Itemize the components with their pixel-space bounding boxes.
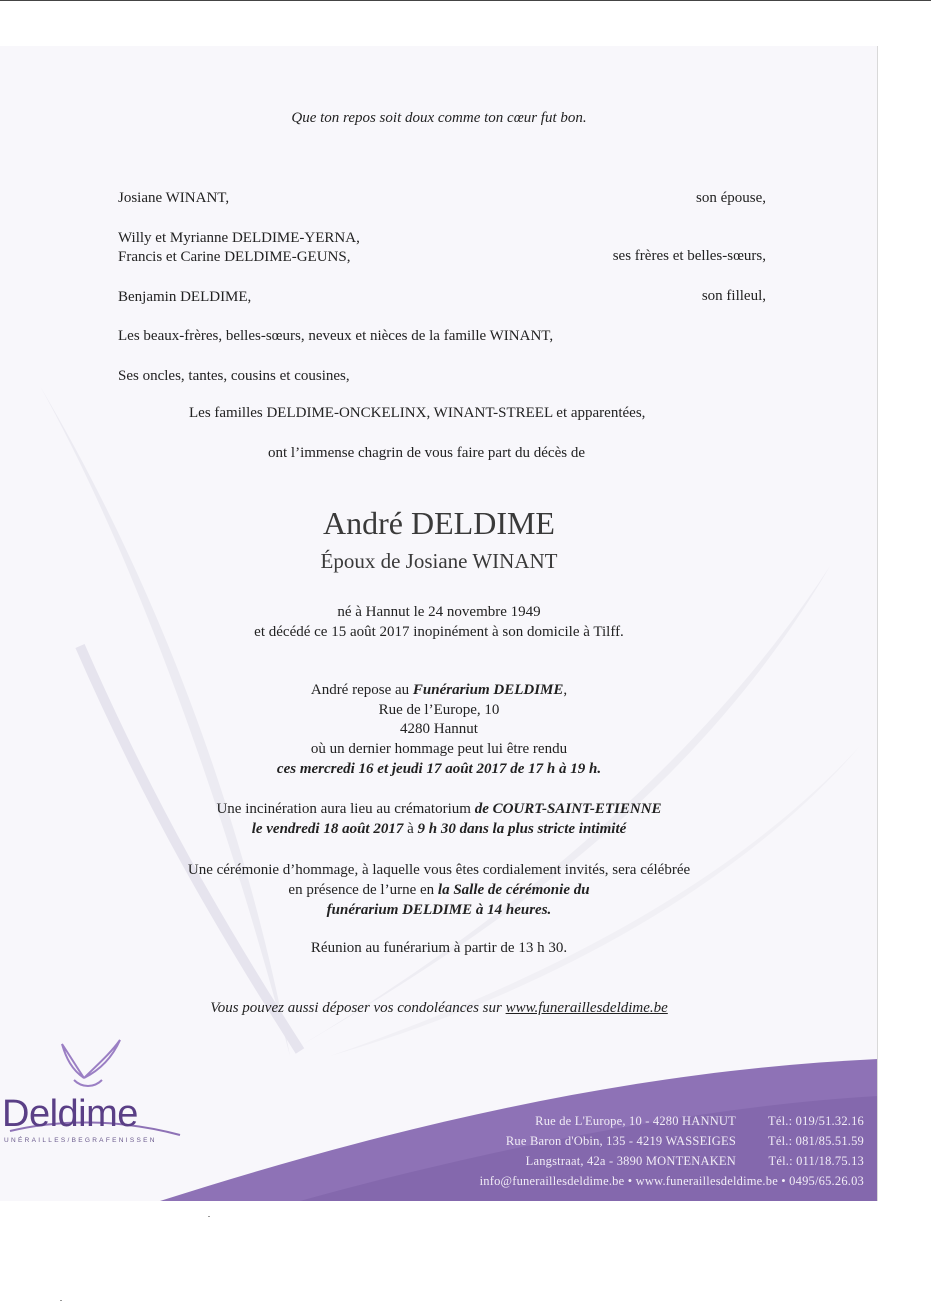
- reunion-line: Réunion au funérarium à partir de 13 h 30.: [310, 940, 568, 956]
- ceremony-line-2: [0, 880, 878, 900]
- ceremony-line-3: funérarium DELDIME à 14 heures.: [326, 902, 552, 918]
- visitation-street: Rue de l’Europe, 10: [378, 702, 500, 718]
- relative-relation: ses frères et belles-sœurs,: [612, 248, 766, 264]
- relative-name: Josiane WINANT,: [118, 190, 230, 206]
- condolences-text: Vous pouvez aussi déposer vos condoléances sur: [210, 1000, 506, 1016]
- visitation-note: où un dernier hommage peut lui être rendu: [310, 741, 568, 757]
- relative-relation: son épouse,: [696, 190, 766, 206]
- epitaph: Que ton repos soit doux comme ton cœur fut bon.: [291, 110, 587, 126]
- cremation-place: de COURT-SAINT-ETIENNE: [474, 801, 662, 817]
- bird-logo-icon: [56, 1036, 126, 1094]
- visitation-city: 4280 Hannut: [400, 721, 478, 737]
- footer-address: Langstraat, 42a - 3890 MONTENAKEN: [525, 1154, 736, 1168]
- brand-logo: Deldime: [2, 1093, 138, 1135]
- announcement: ont l’immense chagrin de vous faire part du décès de: [268, 445, 585, 461]
- condolences-link[interactable]: www.funeraillesdeldime.be: [505, 1000, 668, 1016]
- visitation-venue: Funérarium DELDIME: [412, 682, 564, 698]
- ceremony-venue: la Salle de cérémonie du: [437, 882, 590, 898]
- scan-top-edge: [0, 0, 931, 1]
- death-line: et décédé ce 15 août 2017 inopinément à son domicile à Tilff.: [254, 624, 624, 640]
- extended-family-line: Ses oncles, tantes, cousins et cousines,: [118, 368, 350, 384]
- relative-name: Francis et Carine DELDIME-GEUNS,: [118, 249, 351, 265]
- birth-line: né à Hannut le 24 novembre 1949: [337, 604, 541, 620]
- scan-speck: [60, 1300, 62, 1301]
- ceremony-line-1: Une cérémonie d’hommage, à laquelle vous êtes cordialement invités, sera célébrée: [187, 862, 691, 878]
- footer-contact-line[interactable]: info@funeraillesdeldime.be • www.funeraillesdeldime.be • 0495/65.26.03: [479, 1174, 864, 1188]
- footer-address: Rue Baron d'Obin, 135 - 4219 WASSEIGES: [505, 1134, 736, 1148]
- cremation-line: [0, 799, 878, 819]
- scan-speck: [208, 1216, 210, 1217]
- footer-phone: Tél.: 081/85.51.59: [768, 1134, 864, 1148]
- obituary-sheet: [0, 46, 878, 1201]
- extended-family-line: Les beaux-frères, belles-sœurs, neveux et nièces de la famille WINANT,: [118, 328, 554, 344]
- visitation-intro-text: André repose au: [310, 682, 413, 698]
- footer-phone: Tél.: 011/18.75.13: [768, 1154, 864, 1168]
- condolences-line: [0, 998, 878, 1018]
- cremation-date-line: [0, 819, 878, 839]
- footer-phone: Tél.: 019/51.32.16: [768, 1114, 864, 1128]
- relative-name: Willy et Myrianne DELDIME-YERNA,: [118, 230, 360, 246]
- cremation-intro: Une incinération aura lieu au crématorium: [216, 801, 475, 817]
- deceased-name: André DELDIME: [323, 505, 555, 541]
- spouse-line: Époux de Josiane WINANT: [320, 549, 558, 573]
- cremation-date-link: à: [403, 821, 418, 837]
- cremation-time: 9 h 30 dans la plus stricte intimité: [417, 821, 627, 837]
- sheet-right-edge: [877, 46, 878, 1201]
- ceremony-line-2-text: en présence de l’urne en: [288, 882, 438, 898]
- visitation-venue-suffix: ,: [563, 682, 568, 698]
- cremation-date: le vendredi 18 août 2017: [251, 821, 404, 837]
- relative-relation: son filleul,: [701, 288, 766, 304]
- brand-tagline: UNÉRAILLES/BEGRAFENISSEN: [4, 1137, 157, 1144]
- visitation-intro: [0, 680, 878, 700]
- footer-address: Rue de L'Europe, 10 - 4280 HANNUT: [535, 1114, 736, 1128]
- extended-family-line: Les familles DELDIME-ONCKELINX, WINANT-STREEL et apparentées,: [189, 405, 646, 421]
- visitation-dates: ces mercredi 16 et jeudi 17 août 2017 de 17 h à 19 h.: [276, 761, 602, 777]
- relative-name: Benjamin DELDIME,: [118, 289, 252, 305]
